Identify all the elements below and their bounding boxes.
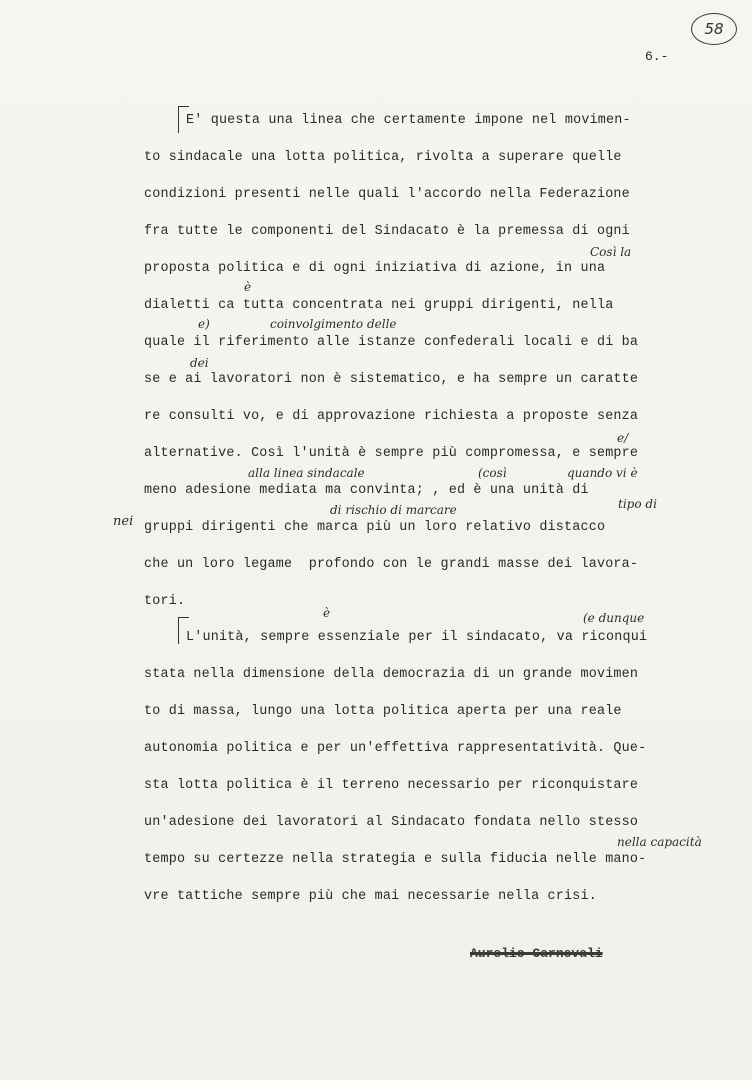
handwritten-note: tipo di xyxy=(618,497,657,511)
page-number: 6.- xyxy=(645,49,669,64)
handwritten-note: dei xyxy=(190,356,209,370)
handwritten-note: di rischio di marcare xyxy=(330,503,457,517)
margin-note: nei xyxy=(113,514,134,529)
signature: Aurelio Carnevali xyxy=(470,946,603,961)
text-line: che un loro legame profondo con le grandi masse dei lavora- xyxy=(144,557,639,572)
handwritten-note: nella capacità xyxy=(617,835,702,849)
text-line: tori. xyxy=(144,594,186,609)
text-line: un'adesione dei lavoratori al Sindacato fondata nello stesso xyxy=(144,815,639,830)
handwritten-note: è xyxy=(244,280,252,294)
page-stamp: 58 xyxy=(691,13,737,45)
handwritten-note: e) xyxy=(198,317,210,331)
text-line: meno adesione mediata ma convinta; , ed è una unità di xyxy=(144,483,589,498)
text-line: gruppi dirigenti che marca più un loro relativo distacco xyxy=(144,520,606,535)
text-line: condizioni presenti nelle quali l'accordo nella Federazione xyxy=(144,187,630,202)
text-line: autonomia politica e per un'effettiva rappresentatività. Que- xyxy=(144,741,647,756)
text-line: proposta politica e di ogni iniziativa di azione, in una xyxy=(144,261,606,276)
text-line: re consulti vo, e di approvazione richiesta a proposte senza xyxy=(144,409,639,424)
handwritten-note: è xyxy=(323,606,331,620)
text-line: tempo su certezze nella strategia e sulla fiducia nelle mano- xyxy=(144,852,647,867)
handwritten-note: alla linea sindacale xyxy=(248,466,365,480)
handwritten-note: Così la xyxy=(590,245,632,259)
text-line: E' questa una linea che certamente impone nel movimen- xyxy=(186,113,631,128)
text-line: dialetti ca tutta concentrata nei gruppi dirigenti, nella xyxy=(144,298,614,313)
text-line: se e ai lavoratori non è sistematico, e ha sempre un caratte xyxy=(144,372,639,387)
paragraph-2 xyxy=(144,619,704,915)
text-line: to di massa, lungo una lotta politica aperta per una reale xyxy=(144,704,622,719)
text-line: fra tutte le componenti del Sindacato è la premessa di ogni xyxy=(144,224,630,239)
text-line: sta lotta politica è il terreno necessario per riconquistare xyxy=(144,778,639,793)
text-line: alternative. Così l'unità è sempre più compromessa, e sempre xyxy=(144,446,639,461)
paragraph-1 xyxy=(144,102,704,620)
handwritten-note: coinvolgimento delle xyxy=(270,317,397,331)
text-line: vre tattiche sempre più che mai necessarie nella crisi. xyxy=(144,889,597,904)
text-line: to sindacale una lotta politica, rivolta a superare quelle xyxy=(144,150,622,165)
text-line: L'unità, sempre essenziale per il sindacato, va riconqui xyxy=(186,630,648,645)
text-line: stata nella dimensione della democrazia di un grande movimen xyxy=(144,667,639,682)
handwritten-note: (e dunque xyxy=(583,611,645,625)
handwritten-note: (così xyxy=(478,466,507,480)
text-line: quale il riferimento alle istanze confederali locali e di ba xyxy=(144,335,639,350)
handwritten-note: e/ xyxy=(617,431,629,445)
handwritten-note: quando vi è xyxy=(567,466,638,480)
